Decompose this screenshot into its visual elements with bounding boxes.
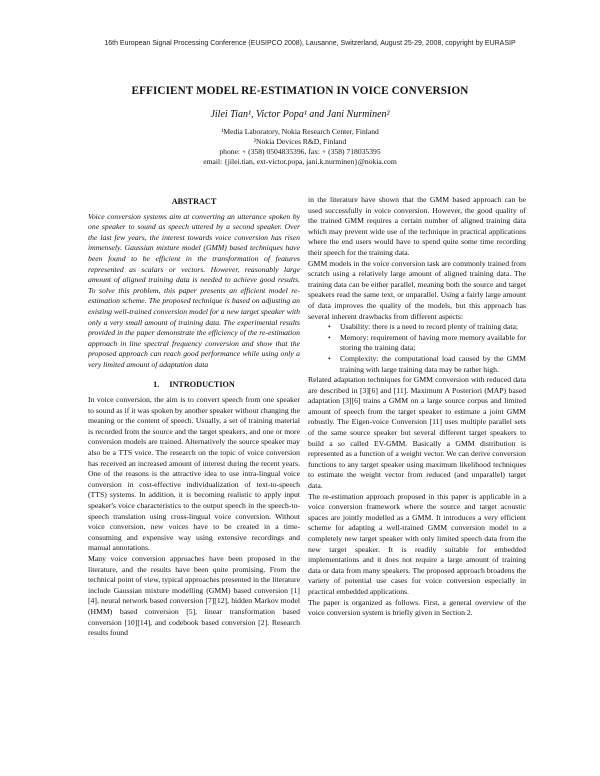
body-paragraph-5: The paper is organized as follows. First, a general overview of the voice conversion system is briefly given in Section 2. <box>308 597 526 618</box>
body-paragraph-3: Related adaptation techniques for GMM conversion with reduced data are described in [3][6] and [11]. Maximum A Posteriori (MAP) based adaptation [3][6] trains a GMM on a large source corpus and limited amount of speech from the target speaker to estimate a joint GMM robustly. The Eigen-voice Conversion [11] uses multiple parallel sets of the same source speaker but several different target speakers to build a so called EV-GMM. Basically a GMM distribution is represented as a function of a weight vector. We can derive conversion functions to any target speaker using maximum likelihood techniques to estimate the weight vector from reduced (and unparallel) target data. <box>308 375 526 491</box>
introduction-heading: 1. INTRODUCTION <box>153 379 235 389</box>
list-item: • Usability: there is a need to record plenty of training data; <box>340 322 526 333</box>
list-item: • Complexity: the computational load caused by the GMM training with large training data may be rather high. <box>340 354 526 375</box>
body-paragraph-1: in the literature have shown that the GMM based approach can be used successfully in voice conversion. However, the good quality of the trained GMM requires a certain number of aligned training data which may prevent wide use of the technique in practical applications where the end users would have to spend quite some time recording their speech for the training data. <box>308 195 526 257</box>
affiliation-line: ¹Media Laboratory, Nokia Research Center, Finland <box>221 127 379 136</box>
conference-header: 16th European Signal Processing Conference (EUSIPCO 2008), Lausanne, Switzerland, August 25-29, 2008, copyright by EURASIP <box>104 40 516 47</box>
intro-paragraph-1: In voice conversion, the aim is to convert speech from one speaker to sound as if it was spoken by another speaker without changing the meaning or the content of speech. Usually, a set of training material is recorded from the source and the target speakers, and one or more conversion models are trained. Alternatively the source speaker may also be a TTS voice. The research on the topic of voice conversion has received an increased amount of interest during the recent years. One of the reasons is the attractive idea to use intra-lingual voice conversion in cost-effective individualization of text-to-speech (TTS) systems. In addition, it is becoming realistic to apply input speaker's voice characteristics to the output speech in the speech-to-speech translation using cross-lingual voice conversion. Without voice conversion, new voices have to be created in a time-consuming and expensive way using extensive recordings and manual annotations. <box>88 395 300 553</box>
contact-email: email: {jilei.tian, ext-victor.popa, jani.k.nurminen}@nokia.com <box>203 157 397 166</box>
left-column <box>88 197 300 639</box>
list-item: • Memory: requirement of having more memory available for storing the training data; <box>340 333 526 354</box>
author-list: Jilei Tian¹, Victor Popa¹ and Jani Nurminen² <box>210 109 390 120</box>
abstract-text: Voice conversion systems aim at converting an utterance spoken by one speaker to sound as speech uttered by a second speaker. Over the last few years, the interest towards voice conversion has risen immensely. Gaussian mixture model (GMM) based techniques have been found to be efficient in the transformation of features represented as scalars or vectors. However, reasonably large amount of aligned training data is needed to achieve good results. To solve this problem, this paper presents an efficient model re-estimation scheme. The proposed technique is based on adjusting an existing well-trained conversion model for a new target speaker with only a very small amount of training data. The experimental results provided in the paper demonstrate the efficiency of the re-estimation approach in line spectral frequency conversion and show that the proposed approach can reach good performance while using only a very limited amount of adaptation data <box>88 211 300 369</box>
right-column <box>308 195 526 619</box>
body-paragraph-4: The re-estimation approach proposed in this paper is applicable in a voice conversion framework where the source and target acoustic spaces are jointly modelled as a GMM. It introduces a very efficient scheme for adapting a well-trained GMM conversion model to a completely new target speaker with only limited speech data from the new target speaker. It is readily suitable for embedded implementations and it does not require a large amount of training data or data from many speakers. The proposed approach broadens the variety of potential use cases for voice conversion especially in practical embedded applications. <box>308 491 526 596</box>
abstract-heading: ABSTRACT <box>171 197 217 206</box>
body-paragraph-2: GMM models in the voice conversion task are commonly trained from scratch using a relatively large amount of aligned training data. The training data can be either parallel, meaning both the source and target speakers read the same text, or unparallel. Using a fairly large amount of data improves the quality of the models, but this approach has several inherent drawbacks from different aspects: <box>308 258 526 321</box>
intro-paragraph-2: Many voice conversion approaches have been proposed in the literature, and the results have been quite promising. From the technical point of view, typical approaches presented in the literature include Gaussian mixture modelling (GMM) based conversion [1][4], neural network based conversion [7][12], hidden Markov model (HMM) based conversion [5], linear transformation based conversion [10][14], and codebook based conversion [2]. Research results found <box>88 554 300 638</box>
affiliations <box>60 127 540 167</box>
paper-title: EFFICIENT MODEL RE-ESTIMATION IN VOICE CONVERSION <box>131 85 469 97</box>
affiliation-line: ²Nokia Devices R&D, Finland <box>253 137 347 146</box>
drawbacks-list <box>308 322 526 375</box>
contact-phone: phone: + (358) 0504835396, fax: + (358) 718035395 <box>219 147 381 156</box>
